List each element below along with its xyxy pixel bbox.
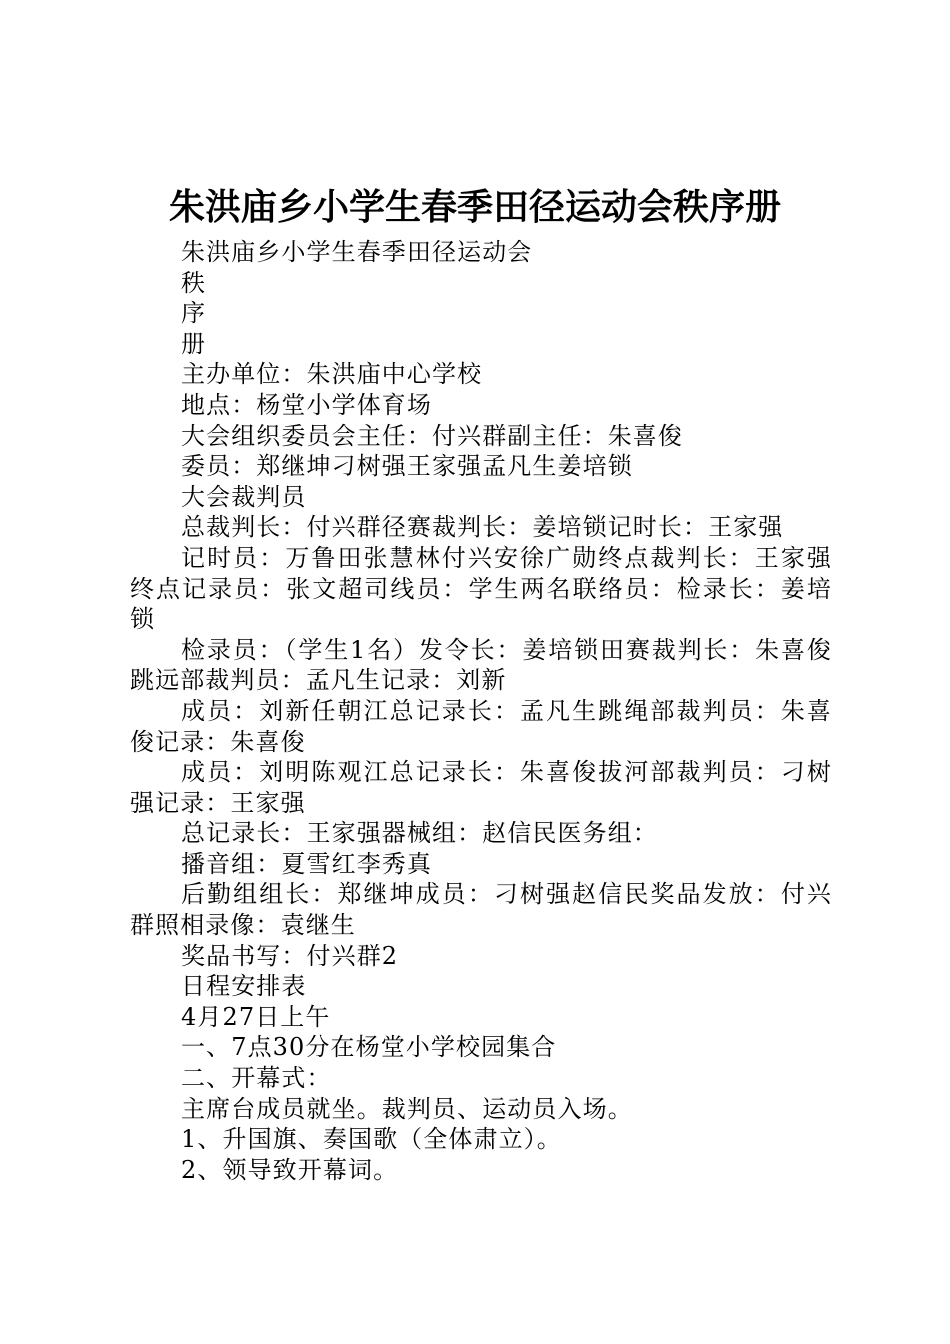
body-line-schedule-heading: 日程安排表 <box>181 972 307 1001</box>
document-title: 朱洪庙乡小学生春季田径运动会秩序册 <box>168 187 781 228</box>
body-line-seating: 主席台成员就坐。裁判员、运动员入场。 <box>181 1094 633 1123</box>
body-line-assembly: 一、7点30分在杨堂小学校园集合 <box>181 1033 557 1062</box>
body-line-opening: 二、开幕式： <box>181 1064 332 1093</box>
body-para-members-tug: 成员：刘明陈观江总记录长：朱喜俊拔河部裁判员：刁树强记录：王家强 <box>130 758 832 817</box>
body-line-subtitle: 朱洪庙乡小学生春季田径运动会 <box>181 238 533 266</box>
body-line-date: 4月27日上午 <box>181 1002 331 1031</box>
body-para-timekeepers: 记时员：万鲁田张慧林付兴安徐广勋终点裁判长：王家强终点记录员：张文超司线员：学生两名联络员：检录长：姜培锁 <box>130 543 832 634</box>
body-line-zhi: 秩 <box>181 268 207 297</box>
body-line-committee-members: 委员：郑继坤刁树强王家强孟凡生姜培锁 <box>181 452 633 481</box>
body-line-venue: 地点：杨堂小学体育场 <box>181 390 432 419</box>
body-line-speech: 2、领导致开幕词。 <box>181 1155 399 1184</box>
body-line-chief-referee: 总裁判长：付兴群径赛裁判长：姜培锁记时长：王家强 <box>181 513 784 542</box>
body-line-chief-recorder: 总记录长：王家强器械组：赵信民医务组： <box>181 819 658 848</box>
body-line-broadcast: 播音组：夏雪红李秀真 <box>181 849 432 878</box>
body-line-prize-writing: 奖品书写：付兴群2 <box>181 941 399 970</box>
body-para-checkin: 检录员：（学生1名）发令长：姜培锁田赛裁判长：朱喜俊跳远部裁判员：孟凡生记录：刘新 <box>130 635 832 695</box>
body-para-logistics: 后勤组组长：郑继坤成员：刁树强赵信民奖品发放：付兴群照相录像：袁继生 <box>130 880 832 940</box>
body-line-xu: 序 <box>181 299 207 328</box>
body-line-referees-heading: 大会裁判员 <box>181 482 307 511</box>
body-line-committee-chair: 大会组织委员会主任：付兴群副主任：朱喜俊 <box>181 421 683 450</box>
document-body <box>130 237 832 1185</box>
body-line-ce: 册 <box>181 329 207 358</box>
body-line-organizer: 主办单位：朱洪庙中心学校 <box>181 360 483 389</box>
body-para-members-jump: 成员：刘新任朝江总记录长：孟凡生跳绳部裁判员：朱喜俊记录：朱喜俊 <box>130 696 832 756</box>
body-line-flag: 1、升国旗、奏国歌（全体肃立）。 <box>181 1125 562 1154</box>
